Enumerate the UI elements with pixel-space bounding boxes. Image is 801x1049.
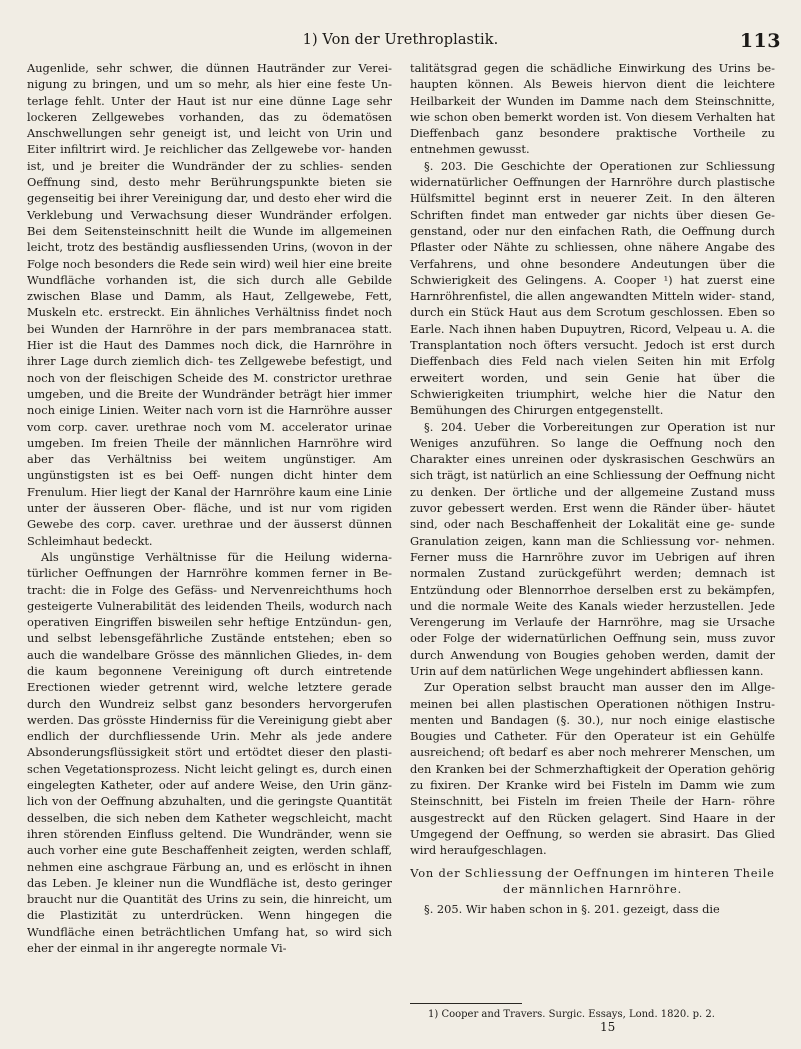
subheading: Von der Schliessung der Oeffnungen im hinteren Theile der männlichen Harnröhre. <box>410 865 775 896</box>
footnote-text: Cooper and Travers. Surgic. Essays, Lond. 1820. p. 2. <box>441 1009 715 1020</box>
footnote-rule <box>410 1003 522 1004</box>
left-column <box>27 60 392 956</box>
section-204-paragraph: §. 204. Ueber die Vorbereitungen zur Operation ist nur Weniges anzuführen. So lange die Oeffnung noch den Charakter eines unreinen oder dyskrasischen Geschwürs an sich trägt, ist natürlich an eine Schliessung der Oeffnung nicht zu denken. Der örtliche und der allgemeine Zustand muss zuvor gebessert werden. Erst wenn die Ränder über- häutet sind, oder nach Beschaffenheit der Lokalität eine ge- sunde Granulation zeigen, kann man die Schliessung vor- nehmen. Ferner muss die Harnröhre zuvor im Uebrigen auf ihren normalen Zustand zurückgeführt werden; demnach ist Entzündung oder Blennorrhoe derselben erst zu bekämpfen, und die normale Weite des Kanals wieder herzustellen. Jede Verengerung im Verlaufe der Harnröhre, mag sie Ursache oder Folge der widernatürlichen Oeffnung sein, muss zuvor durch Anwendung von Bougies gehoben werden, damit der Urin auf dem natürlichen Wege ungehindert abfliessen kann. <box>410 419 775 678</box>
right-column <box>410 60 775 917</box>
paragraph: Augenlide, sehr schwer, die dünnen Hautränder zur Verei- nigung zu bringen, und um so mehr, als hier eine feste Un- terlage fehlt. Unter der Haut ist nur eine dünne Lage sehr lockeren Zellgewebes vorhanden, das zu ödematösen Anschwellungen sehr geneigt ist, und leicht von Urin und Eiter infiltrirt wird. Je reichlicher das Zellgewebe vor- handen ist, und je breiter die Wundränder der zu schlies- senden Oeffnung sind, desto mehr Berührungspunkte bieten sie gegenseitig bei ihrer Vereinigung dar, und desto eher wird die Verklebung und Verwachsung dieser Wundränder erfolgen. Bei dem Seitensteinschnitt heilt die Wunde im allgemeinen leicht, trotz des beständig ausfliessenden Urins, (wovon in der Folge noch besonders die Rede sein wird) weil hier eine breite Wundfläche vorhanden ist, die sich durch alle Gebilde zwischen Blase und Damm, als Haut, Zellgewebe, Fett, Muskeln etc. erstreckt. Ein ähnliches Verhältniss findet noch bei Wunden der Harnröhre in der pars membranacea statt. Hier ist die Haut des Dammes noch dick, die Harnröhre in ihrer Lage durch ziemlich dich- tes Zellgewebe befestigt, und noch von der fleischigen Scheide des M. constrictor urethrae umgeben, und die Breite der Wundränder beträgt hier immer noch einige Linien. Weiter nach vorn ist die Harnröhre ausser vom corp. caver. urethrae noch vom M. accelerator urinae umgeben. Im freien Theile der männlichen Harnröhre wird aber das Verhältniss bei weitem ungünstiger. Am ungünstigsten ist es bei Oeff- nungen dicht hinter dem Frenulum. Hier liegt der Kanal der Harnröhre kaum eine Linie unter der äusseren Ober- fläche, und ist nur vom rigiden Gewebe des corp. caver. urethrae und der äusserst dünnen Schleimhaut bedeckt. <box>27 61 392 548</box>
running-header <box>0 30 801 56</box>
paragraph: Zur Operation selbst braucht man ausser den im Allge- meinen bei allen plastischen Operationen nöthigen Instru- menten und Bandagen (§. 30.), nur noch einige elastische Bougies und Catheter. Für den Operateur ist ein Gehülfe ausreichend; oft bedarf es aber noch mehrerer Menschen, um den Kranken bei der Schmerzhaftigkeit der Operation gehörig zu fixiren. Der Kranke wird bei Fisteln im Damm wie zum Steinschnitt, bei Fisteln im freien Theile der Harn- röhre ausgestreckt auf den Rücken gelagert. Sind Haare in der Umgegend der Oeffnung, so werden sie abrasirt. Das Glied wird heraufgeschlagen. <box>410 680 775 858</box>
page-number: 113 <box>739 30 781 52</box>
footnote-mark: 1) <box>428 1009 439 1020</box>
paragraph: Als ungünstige Verhältnisse für die Heilung widerna- türlicher Oeffnungen der Harnröhre kommen ferner in Be- tracht: die in Folge des Gefäss- und Nervenreichthums hoch gesteigerte Vulnerabilität des leidenden Theils, wodurch nach operativen Eingriffen bisweilen sehr heftige Entzündun- gen, und selbst lebensgefährliche Zustände entstehen; eben so auch die wandelbare Grösse des männlichen Gliedes, in- dem die kaum begonnene Vereinigung oft durch eintretende Erectionen wieder getrennt wird, welche letztere gerade durch den Wundreiz selbst ganz besonders hervorgerufen werden. Das grösste Hinderniss für die Vereinigung giebt aber endlich der durchfliessende Urin. Mehr als jede andere Absonderungsflüssigkeit stört und ertödtet dieser den plasti- schen Vegetationsprozess. Nicht leicht gelingt es, durch einen eingelegten Katheter, oder auf andere Weise, den Urin gänz- lich von der Oeffnung abzuhalten, und die geringste Quantität desselben, die sich neben dem Katheter wegschleicht, macht ihren störenden Einfluss geltend. Die Wundränder, wenn sie auch vorher eine gute Beschaffenheit zeigten, werden schlaff, nehmen eine aschgraue Färbung an, und es erlöscht in ihnen das Leben. Je kleiner nun die Wundfläche ist, desto geringer braucht nur die Quantität des Urins zu sein, die hinreicht, um die Plastizität zu unterdrücken. Wenn hingegen die Wundfläche einen beträchtlichen Umfang hat, so wird sich eher der einmal in ihr angeregte normale Vi- <box>27 549 392 956</box>
section-203-paragraph: §. 203. Die Geschichte der Operationen zur Schliessung widernatürlicher Oeffnungen der Harnröhre durch plastische Hülfsmittel beginnt erst in neuerer Zeit. In den älteren Schriften findet man entweder gar nichts über diesen Ge- genstand, oder nur den einfachen Rath, die Oeffnung durch Pflaster oder Nähte zu schliessen, ohne nähere Angabe des Verfahrens, und ohne besondere Andeutungen über die Schwierigkeit des Gelingens. A. Cooper ¹) hat zuerst eine Harnröhrenfistel, die allen angewandten Mitteln wider- stand, durch ein Stück Haut aus dem Scrotum geschlossen. Eben so Earle. Nach ihnen haben Dupuytren, Ricord, Velpeau u. A. die Transplantation noch öfters versucht. Jedoch ist erst durch Dieffenbach dies Feld nach vielen Seiten hin mit Erfolg erweitert worden, und sein Genie hat über die Schwierigkeiten triumphirt, welche hier die Natur den Bemühungen des Chirurgen entgegenstellt. <box>410 158 775 418</box>
signature-mark: 15 <box>600 1020 616 1034</box>
paragraph: talitätsgrad gegen die schädliche Einwirkung des Urins be- haupten können. Als Beweis hiervon dient die leichtere Heilbarkeit der Wunden im Damme nach dem Steinschnitte, wie schon oben bemerkt worden ist. Von diesem Verhalten hat Dieffenbach ganz besondere praktische Vortheile zu entnehmen gewusst. <box>410 61 775 157</box>
running-title: 1) Von der Urethroplastik. <box>302 32 499 48</box>
section-205-paragraph: §. 205. Wir haben schon in §. 201. gezeigt, dass die <box>424 901 720 916</box>
